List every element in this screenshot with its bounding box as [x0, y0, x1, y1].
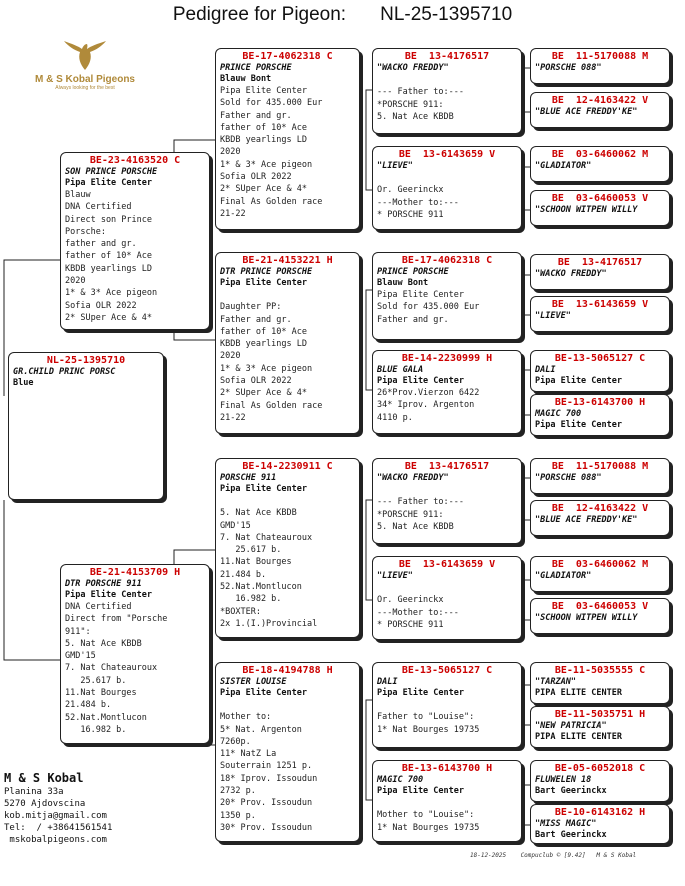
pigeon-owner: Pipa Elite Center [535, 376, 622, 386]
pigeon-name: "SCHOON WITPEN WILLY [535, 205, 638, 215]
ring-number: BE-11-5035751 H [554, 709, 646, 720]
pedigree-card-sd-dam[interactable] [372, 350, 522, 434]
pigeon-name: "SCHOON WITPEN WILLY [535, 613, 638, 623]
breeder-address [4, 770, 112, 846]
ring-number: BE-18-4194788 H [242, 665, 333, 676]
breeder-phone: Tel: / +38641561541 [4, 823, 113, 833]
ring-number: BE 13-4176517 [404, 461, 490, 472]
pigeon-name: "NEW PATRICIA" [535, 721, 607, 731]
ring-number: BE 03-6460053 V [551, 601, 649, 612]
pedigree-card-gen5-14[interactable] [530, 706, 670, 748]
pedigree-card-gen5-3[interactable] [530, 146, 670, 182]
pigeon-info: Or. Geerinckx ---Mother to:--- * PORSCHE 911 [377, 185, 459, 220]
ring-number: BE 13-6143659 V [398, 559, 496, 570]
pigeon-name: "PORSCHE 088" [535, 473, 602, 483]
ring-number: BE-14-2230999 H [401, 353, 493, 364]
pigeon-name: SISTER LOUISE [220, 677, 287, 687]
ring-number: BE 03-6460062 M [551, 559, 649, 570]
pigeon-name: "LIEVE" [377, 571, 413, 581]
pedigree-card-gen5-4[interactable] [530, 190, 670, 226]
pigeon-info: --- Father to:--- *PORSCHE 911: 5. Nat Ace KBDB [377, 87, 464, 122]
pigeon-info: Or. Geerinckx ---Mother to:--- * PORSCHE 911 [377, 595, 459, 630]
pigeon-name: "WACKO FREDDY" [377, 473, 449, 483]
ring-number: BE 12-4163422 V [551, 95, 649, 106]
ring-number: BE-14-2230911 C [242, 461, 333, 472]
pigeon-name: BLUE GALA [377, 365, 424, 375]
pigeon-owner: Bart Geerinckx [535, 830, 607, 840]
pigeon-info: --- Father to:--- *PORSCHE 911: 5. Nat Ace KBDB [377, 497, 464, 532]
pigeon-name: FLUWELEN 18 [535, 775, 592, 785]
pedigree-card-gen5-1[interactable] [530, 48, 670, 84]
pedigree-card-gen5-5[interactable] [530, 254, 670, 290]
pigeon-name: DTR PRINCE PORSCHE [220, 267, 313, 277]
pedigree-card-dam[interactable] [60, 564, 210, 744]
pigeon-owner: Pipa Elite Center [535, 420, 622, 430]
pigeon-info: 5. Nat Ace KBDB GMD'15 7. Nat Chateauroux 25.617 b. 11.Nat Bourges 21.484 b. 52.Nat.Montlucon 16.982 b. *BOXTER: 2x 1.(I.)Provincial [220, 508, 318, 629]
ring-number: BE-17-4062318 C [401, 255, 493, 266]
ring-number: BE 13-6143659 V [551, 299, 649, 310]
pedigree-card-gen5-15[interactable] [530, 760, 670, 802]
ring-number: BE-11-5035555 C [554, 665, 646, 676]
pedigree-card-sd-sire[interactable] [372, 252, 522, 340]
pigeon-owner: PIPA ELITE CENTER [535, 732, 622, 742]
pigeon-info: Father to "Louise": 1* Nat Bourges 19735 [377, 712, 480, 735]
title-label: Pedigree for Pigeon: [172, 4, 347, 25]
ring-number: NL-25-1395710 [46, 355, 126, 366]
pigeon-owner: Pipa Elite Center [65, 178, 152, 188]
pigeon-info: 26*Prov.Vierzon 6422 34* Iprov. Argenton 4110 p. [377, 388, 480, 423]
pigeon-info: Pipa Elite Center Sold for 435.000 Eur Father and gr. father of 10* Ace KBDB yearlings LD 2020 1* & 3* Ace pigeon Sofia OLR 2022 2* SUper Ace & 4* Final As Golden race 21-22 [220, 86, 323, 219]
pedigree-card-sire-dam[interactable] [215, 252, 360, 434]
ring-number: BE-21-4153709 H [89, 567, 181, 578]
pigeon-owner: Pipa Elite Center [220, 278, 307, 288]
pigeon-name: PRINCE PORSCHE [220, 63, 292, 73]
ring-number: BE 13-4176517 [404, 51, 490, 62]
pedigree-card-sire[interactable] [60, 152, 210, 330]
pigeon-info: Mother to "Louise": 1* Nat Bourges 19735 [377, 810, 480, 833]
pedigree-card-sire-sire[interactable] [215, 48, 360, 230]
ring-number: BE 13-6143659 V [398, 149, 496, 160]
pigeon-name: SON PRINCE PORSCHE [65, 167, 158, 177]
ring-number: BE 11-5170088 M [551, 51, 649, 62]
ring-number: BE-23-4163520 C [89, 155, 181, 166]
pigeon-name: "WACKO FREDDY" [377, 63, 449, 73]
pedigree-card-ds-dam[interactable] [372, 556, 522, 640]
pigeon-owner: Pipa Elite Center [65, 590, 152, 600]
pigeon-info: Mother to: 5* Nat. Argenton 7260p. 11* NatZ La Souterrain 1251 p. 18* Iprov. Issoudun 2732 p. 20* Prov. Issoudun 1350 p. 30* Prov. Issoudun [220, 712, 318, 833]
pigeon-name: "LIEVE" [377, 161, 413, 171]
pedigree-card-dd-sire[interactable] [372, 662, 522, 748]
ring-number: BE 03-6460053 V [551, 193, 649, 204]
ring-number: BE-13-6143700 H [554, 397, 646, 408]
pigeon-name: MAGIC 700 [535, 409, 582, 419]
pedigree-card-gen5-2[interactable] [530, 92, 670, 128]
pedigree-card-gen5-11[interactable] [530, 556, 670, 592]
pigeon-owner: PIPA ELITE CENTER [535, 688, 622, 698]
pigeon-name: DALI [377, 677, 398, 687]
pigeon-owner: Blauw Bont [220, 74, 272, 84]
ring-number: BE-10-6143162 H [554, 807, 646, 818]
pigeon-owner: Pipa Elite Center [377, 786, 464, 796]
pigeon-name: "GLADIATOR" [535, 161, 592, 171]
pigeon-name: "LIEVE" [535, 311, 571, 321]
pigeon-name: DALI [535, 365, 556, 375]
pedigree-card-dam-sire[interactable] [215, 458, 360, 638]
pigeon-name: "TARZAN" [535, 677, 576, 687]
pigeon-name: PRINCE PORSCHE [377, 267, 449, 277]
pigeon-owner: Pipa Elite Center [220, 484, 307, 494]
pigeon-name: PORSCHE 911 [220, 473, 277, 483]
pigeon-owner: Pipa Elite Center [220, 688, 307, 698]
breeder-name: M & S Kobal [4, 771, 84, 785]
ring-number: BE 13-4176517 [557, 257, 643, 268]
ring-number: BE 12-4163422 V [551, 503, 649, 514]
pigeon-owner: Blue [13, 378, 34, 388]
pigeon-name: "PORSCHE 088" [535, 63, 602, 73]
pedigree-card-ds-sire[interactable] [372, 458, 522, 544]
pigeon-owner: Pipa Elite Center [377, 688, 464, 698]
logo-brand: M & S Kobal Pigeons [34, 74, 135, 85]
ring-number: BE-13-6143700 H [401, 763, 493, 774]
pigeon-name: "BLUE ACE FREDDY'KE" [535, 515, 638, 525]
pigeon-name: "GLADIATOR" [535, 571, 592, 581]
pedigree-card-gen5-6[interactable] [530, 296, 670, 332]
breeder-email: kob.mitja@gmail.com [4, 811, 107, 821]
pedigree-card-gen5-10[interactable] [530, 500, 670, 536]
ring-number: BE 11-5170088 M [551, 461, 649, 472]
ring-number: BE-13-5065127 C [554, 353, 646, 364]
breeder-website: mskobalpigeons.com [4, 835, 107, 845]
pedigree-card-gen5-9[interactable] [530, 458, 670, 494]
pigeon-owner: Pipa Elite Center [377, 376, 464, 386]
pigeon-name: "MISS MAGIC" [535, 819, 597, 829]
pigeon-name: MAGIC 700 [377, 775, 424, 785]
pedigree-card-gen5-16[interactable] [530, 804, 670, 844]
breeder-city: 5270 Ajdovscina [4, 799, 86, 809]
pigeon-info: DNA Certified Direct from "Porsche 911": 5. Nat Ace KBDB GMD'15 7. Nat Chateauroux 25.617 b. 11.Nat Bourges 21.484 b. 52.Nat.Montlucon 16.982 b. [65, 602, 168, 735]
ring-number: BE-05-6052018 C [554, 763, 646, 774]
pedigree-card-ss-sire[interactable] [372, 48, 522, 134]
footer-info: 18-12-2025 Compuclub © [9.42] M & S Kobal [470, 852, 637, 859]
ring-number: BE-13-5065127 C [401, 665, 493, 676]
title-ring: NL-25-1395710 [380, 4, 513, 25]
pigeon-info: Blauw DNA Certified Direct son Prince Porsche: father and gr. father of 10* Ace KBDB yearlings LD 2020 1* & 3* Ace pigeon Sofia OLR 2022 2* SUper Ace & 4* [65, 190, 158, 323]
logo-tagline: Always looking for the best [55, 85, 115, 91]
pigeon-info: Pipa Elite Center Sold for 435.000 Eur Father and gr. [377, 290, 480, 325]
pigeon-name: "WACKO FREDDY" [535, 269, 607, 279]
pedigree-card-dd-dam[interactable] [372, 760, 522, 842]
pigeon-owner: Bart Geerinckx [535, 786, 607, 796]
pedigree-card-gen5-7[interactable] [530, 350, 670, 392]
pigeon-info: Daughter PP: Father and gr. father of 10* Ace KBDB yearlings LD 2020 1* & 3* Ace pigeon Sofia OLR 2022 2* SUper Ace & 4* Final As Golden race 21-22 [220, 302, 323, 423]
pigeon-name: DTR PORSCHE 911 [65, 579, 142, 589]
pedigree-card-gen5-12[interactable] [530, 598, 670, 634]
ring-number: BE-21-4153221 H [242, 255, 333, 266]
pedigree-card-dam-dam[interactable] [215, 662, 360, 842]
ring-number: BE-17-4062318 C [242, 51, 333, 62]
breeder-street: Planina 33a [4, 787, 64, 797]
pedigree-card-gen5-13[interactable] [530, 662, 670, 704]
pigeon-name: GR.CHILD PRINC PORSC [13, 367, 116, 377]
pigeon-name: "BLUE ACE FREDDY'KE" [535, 107, 638, 117]
pedigree-card-subject[interactable] [8, 352, 164, 500]
pedigree-card-ss-dam[interactable] [372, 146, 522, 230]
pigeon-owner: Blauw Bont [377, 278, 429, 288]
pedigree-card-gen5-8[interactable] [530, 394, 670, 436]
ring-number: BE 03-6460062 M [551, 149, 649, 160]
